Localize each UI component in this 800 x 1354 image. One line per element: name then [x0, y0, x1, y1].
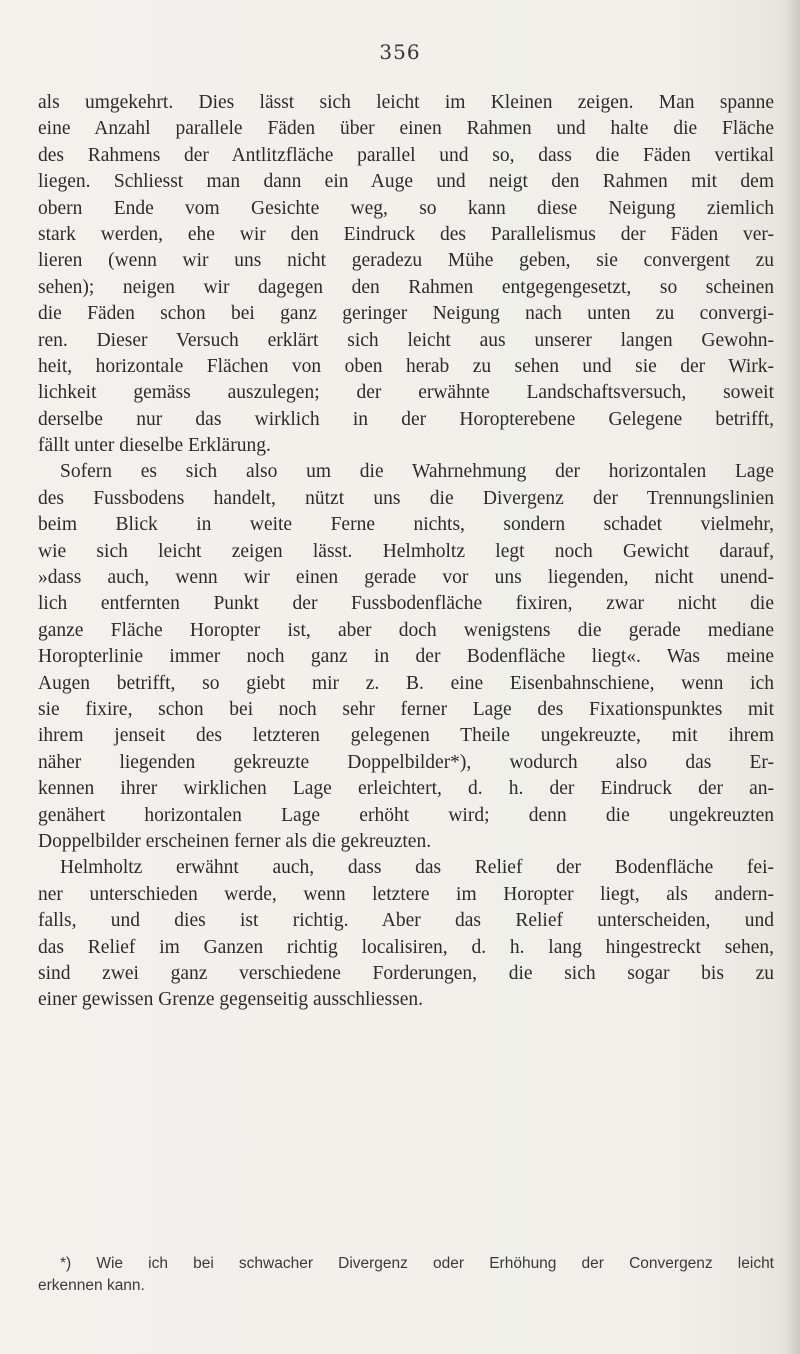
text-line: wie sich leicht zeigen lässt. Helmholtz legt noch Gewicht darauf,: [38, 540, 774, 562]
text-line: heit, horizontale Flächen von oben herab zu sehen und sie der Wirk-: [38, 355, 774, 377]
text-line: ihrem jenseit des letzteren gelegenen Theile ungekreuzte, mit ihrem: [38, 725, 774, 747]
text-line: kennen ihrer wirklichen Lage erleichtert, d. h. der Eindruck der an-: [38, 778, 774, 800]
text-line: Augen betrifft, so giebt mir z. B. eine Eisenbahnschiene, wenn ich: [38, 672, 774, 694]
text-line: derselbe nur das wirklich in der Horopterebene Gelegene betrifft,: [38, 408, 774, 430]
text-line: lichkeit gemäss auszulegen; der erwähnte Landschaftsversuch, soweit: [38, 382, 774, 404]
text-line: fällt unter dieselbe Erklärung.: [38, 435, 271, 457]
text-line: als umgekehrt. Dies lässt sich leicht im Kleinen zeigen. Man spanne: [38, 92, 774, 113]
text-line: näher liegenden gekreuzte Doppelbilder*), wodurch also das Er-: [38, 751, 774, 773]
page-edge-shadow: [786, 0, 800, 1354]
text-line: Doppelbilder erscheinen ferner als die gekreuzten.: [38, 830, 432, 852]
page-number: 356: [379, 40, 421, 64]
text-line: liegen. Schliesst man dann ein Auge und neigt den Rahmen mit dem: [38, 171, 774, 193]
text-line: Sofern es sich also um die Wahrnehmung der horizontalen Lage: [60, 461, 774, 483]
text-line: lich entfernten Punkt der Fussbodenfläche fixiren, zwar nicht die: [38, 593, 774, 615]
footnote: [38, 1253, 774, 1297]
text-line: des Fussbodens handelt, nützt uns die Divergenz der Trennungslinien: [38, 487, 774, 509]
text-line: eine Anzahl parallele Fäden über einen Rahmen und halte die Fläche: [38, 118, 774, 140]
text-line: ner unterschieden werde, wenn letztere im Horopter liegt, als andern-: [38, 883, 774, 905]
text-line: genähert horizontalen Lage erhöht wird; denn die ungekreuzten: [38, 804, 774, 826]
text-line: ren. Dieser Versuch erklärt sich leicht aus unserer langen Gewohn-: [38, 329, 774, 351]
text-line: obern Ende vom Gesichte weg, so kann diese Neigung ziemlich: [38, 197, 774, 219]
text-line: das Relief im Ganzen richtig localisiren, d. h. lang hingestreckt sehen,: [38, 936, 774, 958]
text-line: die Fäden schon bei ganz geringer Neigung nach unten zu convergi-: [38, 303, 774, 325]
text-line: des Rahmens der Antlitzfläche parallel und so, dass die Fäden vertikal: [38, 144, 774, 166]
text-line: einer gewissen Grenze gegenseitig ausschliessen.: [38, 989, 423, 1011]
text-line: falls, und dies ist richtig. Aber das Relief unterscheiden, und: [38, 910, 774, 932]
text-line: Helmholtz erwähnt auch, dass das Relief der Bodenfläche fei-: [60, 857, 774, 879]
text-line: Horopterlinie immer noch ganz in der Bodenfläche liegt«. Was meine: [38, 646, 774, 668]
body-text: [38, 90, 774, 1014]
text-line: beim Blick in weite Ferne nichts, sondern schadet vielmehr,: [38, 514, 774, 536]
text-line: sehen); neigen wir dagegen den Rahmen entgegengesetzt, so scheinen: [38, 276, 774, 298]
text-line: ganze Fläche Horopter ist, aber doch wenigstens die gerade mediane: [38, 619, 774, 641]
footnote-line: erkennen kann.: [38, 1277, 145, 1294]
text-line: lieren (wenn wir uns nicht geradezu Mühe geben, sie convergent zu: [38, 250, 774, 272]
text-line: stark werden, ehe wir den Eindruck des Parallelismus der Fäden ver-: [38, 223, 774, 245]
text-line: sie fixire, schon bei noch sehr ferner Lage des Fixationspunktes mit: [38, 698, 774, 720]
text-line: sind zwei ganz verschiedene Forderungen, die sich sogar bis zu: [38, 962, 774, 984]
text-line: »dass auch, wenn wir einen gerade vor uns liegenden, nicht unend-: [38, 567, 774, 589]
footnote-line: *) Wie ich bei schwacher Divergenz oder Erhöhung der Convergenz leicht: [60, 1255, 774, 1272]
